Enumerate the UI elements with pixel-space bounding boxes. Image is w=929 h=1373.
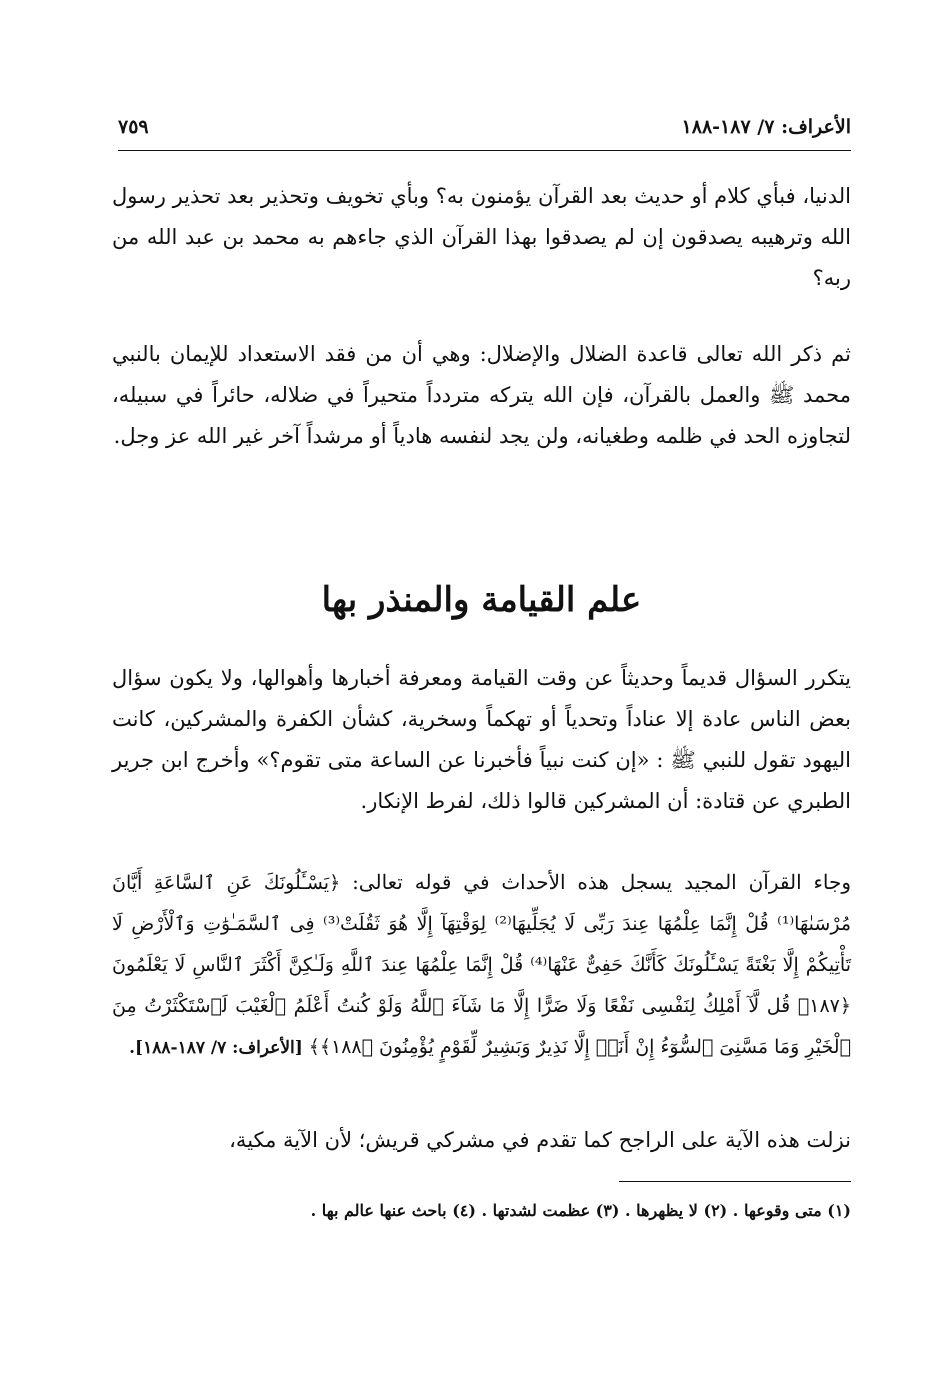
header-rule	[118, 150, 851, 151]
running-title: الأعراف: ٧/ ١٨٧-١٨٨	[681, 116, 851, 138]
paragraph-4	[112, 862, 851, 1068]
section-title: علم القيامة والمنذر بها	[321, 580, 642, 620]
page-header	[118, 112, 851, 148]
footnote-rule	[619, 1181, 851, 1182]
paragraph-5: نزلت هذه الآية على الراجح كما تقدم في مشركي قريش؛ لأن الآية مكية،	[229, 1128, 851, 1152]
page-number: ٧٥٩	[118, 116, 149, 138]
paragraph-4-intro: وجاء القرآن المجيد يسجل هذه الأحداث في قوله تعالى:	[340, 870, 851, 894]
paragraph-1: الدنيا، فبأي كلام أو حديث بعد القرآن يؤمنون به؟ وبأي تخويف وتحذير بعد تحذير رسول الله وترهيبه يصدقون إن لم يصدقوا بهذا القرآن الذي جاءهم به محمد بن عبد الله من ربه؟	[112, 184, 851, 290]
footnotes: (١) متى وقوعها . (٢) لا يظهرها . (٣) عظمت لشدتها . (٤) باحث عنها عالم بها .	[310, 1201, 851, 1220]
paragraph-3: يتكرر السؤال قديماً وحديثاً عن وقت القيامة ومعرفة أخبارها وأهوالها، ولا يكون سؤال بعض الناس عادة إلا عناداً وتحدياً أو تهكماً وسخرية، كشأن الكفرة والمشركين، كانت اليهود تقول للنبي ﷺ : «إن كنت نبياً فأخبرنا عن الساعة متى تقوم؟» وأخرج ابن جرير الطبري عن قتادة: أن المشركين قالوا ذلك، لفرط الإنكار.	[112, 666, 851, 813]
verse-reference: [الأعراف: ٧/ ١٨٧-١٨٨].	[129, 1038, 309, 1058]
paragraph-2: ثم ذكر الله تعالى قاعدة الضلال والإضلال: وهي أن من فقد الاستعداد للإيمان بالنبي محمد ﷺ والعمل بالقرآن، فإن الله يتركه متردداً متحيراً في ضلاله، حائراً في سبيله، لتجاوزه الحد في ظلمه وطغيانه، ولن يجد لنفسه هادياً أو مرشداً آخر غير الله عز وجل.	[112, 342, 851, 448]
quran-verse: ﴿يَسْـَٔلُونَكَ عَنِ ٱلسَّاعَةِ أَيَّانَ مُرْسَىٰهَا⁽¹⁾ قُلْ إِنَّمَا عِلْمُهَا عِندَ رَبِّى لَا يُجَلِّيهَا⁽²⁾ لِوَقْتِهَآ إِلَّا هُوَ ثَقُلَتْ⁽³⁾ فِى ٱلسَّمَـٰوَٰتِ وَٱلْأَرْضِ لَا تَأْتِيكُمْ إِلَّا بَغْتَةً يَسْـَٔلُونَكَ كَأَنَّكَ حَفِىٌّ عَنْهَا⁽⁴⁾ قُلْ إِنَّمَا عِلْمُهَا عِندَ ٱللَّهِ وَلَـٰكِنَّ أَكْثَرَ ٱلنَّاسِ لَا يَعْلَمُونَ ﴿١٨٧﴾ قُل لَّآ أَمْلِكُ لِنَفْسِى نَفْعًا وَلَا ضَرًّا إِلَّا مَا شَآءَ ٱللَّهُ وَلَوْ كُنتُ أَعْلَمُ ٱلْغَيْبَ لَٱسْتَكْثَرْتُ مِنَ ٱلْخَيْرِ وَمَا مَسَّنِىَ ٱلسُّوٓءُ إِنْ أَنَا۠ إِلَّا نَذِيرٌ وَبَشِيرٌ لِّقَوْمٍ يُؤْمِنُونَ ﴿١٨٨﴾﴾	[112, 872, 851, 1058]
